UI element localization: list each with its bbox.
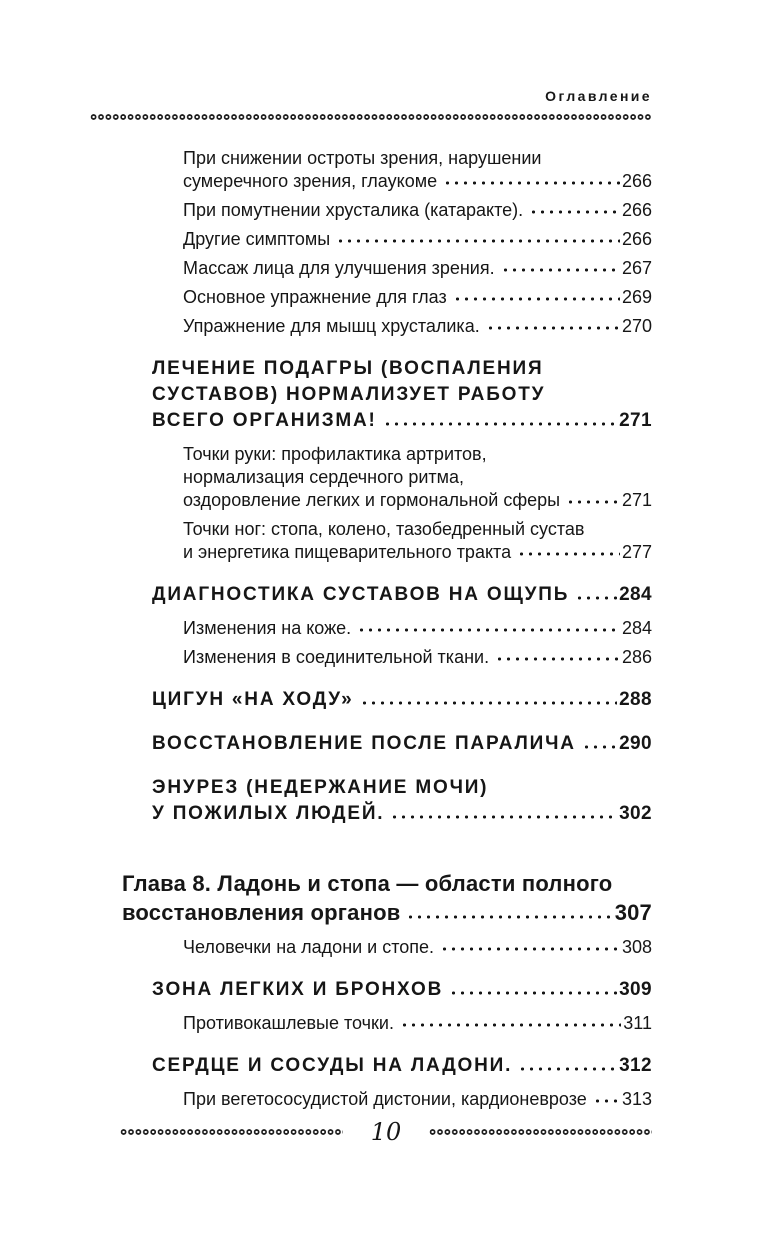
toc-entry xyxy=(120,977,652,1003)
toc-entry-line xyxy=(183,1088,652,1111)
dot-leader xyxy=(575,591,617,605)
dot-leader xyxy=(357,623,620,637)
dot-leader xyxy=(517,547,620,561)
toc-entry-line xyxy=(152,408,652,434)
toc-entry xyxy=(120,443,652,512)
toc-entry-label: Упражнение для мышц хрусталика. xyxy=(183,316,480,336)
dot-leader xyxy=(518,1062,617,1076)
toc-entry xyxy=(120,356,652,434)
toc-entry-label: Массаж лица для улучшения зрения. xyxy=(183,258,495,278)
toc-entry xyxy=(120,1012,652,1035)
dot-leader xyxy=(529,205,620,219)
toc-entry-label: При снижении остроты зрения, нарушении xyxy=(183,148,542,168)
toc-entry-label: ЦИГУН «НА ХОДУ» xyxy=(152,689,354,710)
toc-entry-line xyxy=(152,731,652,757)
dot-leader xyxy=(582,740,617,754)
toc-entry-line xyxy=(183,315,652,338)
toc-entry-line xyxy=(122,869,652,898)
toc-entry-page-number: 266 xyxy=(621,200,652,220)
dot-leader xyxy=(443,176,620,190)
toc-entry xyxy=(120,869,652,927)
toc-entry-line xyxy=(183,257,652,280)
toc-entry-label: ВСЕГО ОРГАНИЗМА! xyxy=(152,410,377,431)
toc-entry-line xyxy=(183,518,652,541)
toc-entry-line xyxy=(183,936,652,959)
toc-entry-line xyxy=(152,801,652,827)
dot-leader xyxy=(406,910,612,924)
toc-list xyxy=(120,147,652,1111)
toc-entry-line xyxy=(183,489,652,512)
toc-entry-page-number: 308 xyxy=(621,937,652,957)
toc-entry-label: Другие симптомы xyxy=(183,229,331,249)
toc-entry-page-number: 313 xyxy=(621,1089,652,1109)
toc-entry-label: ЗОНА ЛЕГКИХ И БРОНХОВ xyxy=(152,979,444,1000)
toc-entry xyxy=(120,582,652,608)
toc-entry-line xyxy=(183,541,652,564)
toc-entry-line xyxy=(152,977,652,1003)
toc-entry-page-number: 270 xyxy=(621,316,652,336)
toc-entry-label: СЕРДЦЕ И СОСУДЫ НА ЛАДОНИ. xyxy=(152,1055,513,1076)
toc-entry-line xyxy=(122,898,652,927)
toc-entry-line xyxy=(183,147,652,170)
toc-entry-line xyxy=(152,356,652,382)
toc-entry-line xyxy=(183,199,652,222)
toc-entry-page-number: 277 xyxy=(621,542,652,562)
toc-entry-page-number: 284 xyxy=(621,618,652,638)
toc-entry-page-number: 284 xyxy=(619,584,652,605)
toc-entry-label: СУСТАВОВ) НОРМАЛИЗУЕТ РАБОТУ xyxy=(152,384,546,405)
toc-entry-label: восстановления органов xyxy=(122,900,401,925)
toc-entry-label: Изменения в соединительной ткани. xyxy=(183,647,490,667)
toc-entry-line xyxy=(152,687,652,713)
toc-entry-line xyxy=(183,443,652,466)
dot-leader xyxy=(390,810,617,824)
toc-entry-label: При помутнении хрусталика (катаракте). xyxy=(183,200,524,220)
toc-entry-label: и энергетика пищеварительного тракта xyxy=(183,542,512,562)
toc-entry-label: Изменения на коже. xyxy=(183,618,352,638)
dot-leader xyxy=(336,234,620,248)
toc-entry-label: оздоровление легких и гормональной сферы xyxy=(183,490,561,510)
toc-entry-line xyxy=(152,775,652,801)
toc-entry xyxy=(120,315,652,338)
toc-entry-label: нормализация сердечного ритма, xyxy=(183,467,465,487)
toc-entry-label: Точки руки: профилактика артритов, xyxy=(183,444,487,464)
page-content xyxy=(120,88,652,1117)
toc-entry xyxy=(120,286,652,309)
dot-leader xyxy=(501,263,620,277)
dot-leader xyxy=(440,942,620,956)
footer-ornament-left xyxy=(120,1128,343,1136)
toc-entry-label: У ПОЖИЛЫХ ЛЮДЕЙ. xyxy=(152,803,385,824)
toc-entry-label: Точки ног: стопа, колено, тазобедренный сустав xyxy=(183,519,585,539)
toc-entry xyxy=(120,646,652,669)
toc-entry-line xyxy=(183,170,652,193)
toc-entry-label: Основное упражнение для глаз xyxy=(183,287,447,307)
toc-entry-line xyxy=(183,286,652,309)
footer-ornament-right xyxy=(429,1128,652,1136)
toc-entry-page-number: 269 xyxy=(621,287,652,307)
toc-entry-page-number: 266 xyxy=(621,171,652,191)
toc-entry xyxy=(120,775,652,827)
toc-entry-line xyxy=(183,617,652,640)
toc-entry-label: ЭНУРЕЗ (НЕДЕРЖАНИЕ МОЧИ) xyxy=(152,777,489,798)
dot-leader xyxy=(486,321,620,335)
toc-entry-line xyxy=(183,466,652,489)
dot-leader xyxy=(400,1018,621,1032)
toc-entry xyxy=(120,228,652,251)
toc-entry-line xyxy=(183,1012,652,1035)
toc-entry-line xyxy=(183,228,652,251)
toc-entry-page-number: 267 xyxy=(621,258,652,278)
toc-entry-page-number: 271 xyxy=(619,410,652,431)
toc-entry-label: Человечки на ладони и стопе. xyxy=(183,937,435,957)
toc-entry-page-number: 271 xyxy=(621,490,652,510)
dot-leader xyxy=(593,1094,620,1108)
toc-entry-label: Глава 8. Ладонь и стопа — области полного xyxy=(122,871,613,896)
toc-entry-label: Противокашлевые точки. xyxy=(183,1013,394,1033)
toc-entry xyxy=(120,257,652,280)
toc-entry xyxy=(120,617,652,640)
toc-entry xyxy=(120,199,652,222)
toc-entry-line xyxy=(152,582,652,608)
toc-entry xyxy=(120,936,652,959)
toc-entry-page-number: 286 xyxy=(621,647,652,667)
toc-entry-label: ЛЕЧЕНИЕ ПОДАГРЫ (ВОСПАЛЕНИЯ xyxy=(152,358,544,379)
toc-entry-page-number: 311 xyxy=(623,1013,652,1033)
toc-entry xyxy=(120,1053,652,1079)
toc-entry-page-number: 302 xyxy=(619,803,652,824)
toc-entry-page-number: 309 xyxy=(619,979,652,1000)
page-footer xyxy=(120,1120,652,1144)
toc-entry-page-number: 288 xyxy=(619,689,652,710)
toc-entry-page-number: 290 xyxy=(619,733,652,754)
dot-leader xyxy=(495,652,620,666)
page-number: 10 xyxy=(370,1118,402,1146)
toc-entry-page-number: 312 xyxy=(619,1055,652,1076)
dot-leader xyxy=(453,292,620,306)
page-header-title: Оглавление xyxy=(545,88,652,104)
toc-entry-line xyxy=(152,1053,652,1079)
toc-entry-line xyxy=(152,382,652,408)
toc-entry-page-number: 266 xyxy=(621,229,652,249)
toc-entry-label: ДИАГНОСТИКА СУСТАВОВ НА ОЩУПЬ xyxy=(152,584,570,605)
toc-entry xyxy=(120,1088,652,1111)
toc-entry-label: При вегетососудистой дистонии, кардионеврозе xyxy=(183,1089,587,1109)
toc-entry xyxy=(120,147,652,193)
toc-entry-line xyxy=(183,646,652,669)
toc-entry xyxy=(120,731,652,757)
ornament-divider xyxy=(90,113,652,121)
dot-leader xyxy=(383,417,617,431)
dot-leader xyxy=(566,495,620,509)
page-header xyxy=(120,88,652,121)
toc-entry-label: ВОССТАНОВЛЕНИЕ ПОСЛЕ ПАРАЛИЧА xyxy=(152,733,576,754)
dot-leader xyxy=(360,696,618,710)
toc-entry-page-number: 307 xyxy=(614,900,652,925)
dot-leader xyxy=(449,986,617,1000)
toc-entry xyxy=(120,687,652,713)
toc-entry xyxy=(120,518,652,564)
toc-entry-label: сумеречного зрения, глаукоме xyxy=(183,171,438,191)
